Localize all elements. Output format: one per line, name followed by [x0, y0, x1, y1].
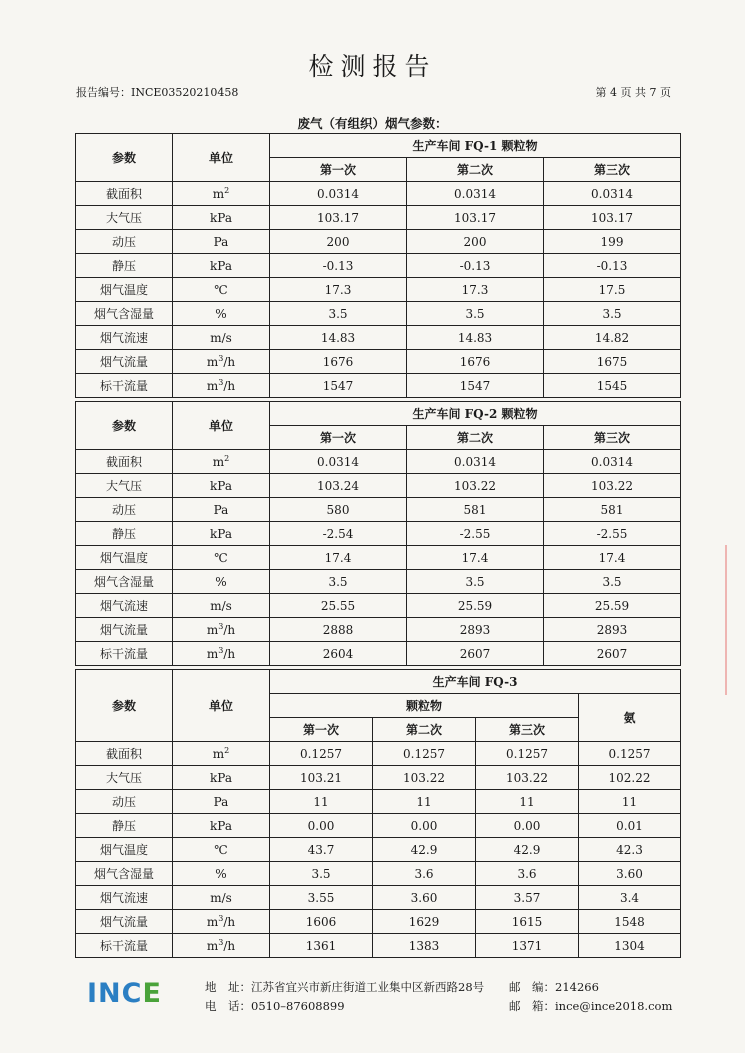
unit-text: m — [206, 646, 219, 661]
unit-text: kPa — [210, 770, 232, 785]
value-cell: 0.0314 — [270, 182, 407, 206]
value-cell: 3.5 — [270, 302, 407, 326]
unit-text: % — [215, 306, 227, 321]
value-cell: 3.5 — [270, 570, 407, 594]
value-cell: 1675 — [544, 350, 681, 374]
unit-superscript: 2 — [224, 453, 230, 463]
table-row — [76, 642, 681, 666]
value-cell: 3.6 — [373, 862, 476, 886]
table-fq3 — [75, 669, 681, 958]
param-cell: 烟气流速 — [76, 886, 173, 910]
value-cell: 103.17 — [270, 206, 407, 230]
unit-suffix: /h — [223, 646, 236, 661]
param-cell: 烟气温度 — [76, 838, 173, 862]
value-cell: 1547 — [270, 374, 407, 398]
unit-cell — [173, 302, 270, 326]
particulate-header: 颗粒物 — [270, 694, 579, 718]
param-header: 参数 — [76, 134, 173, 182]
value-cell: 103.22 — [407, 474, 544, 498]
table-row — [76, 522, 681, 546]
run1-header: 第一次 — [270, 426, 407, 450]
value-cell: 25.59 — [407, 594, 544, 618]
unit-cell — [173, 206, 270, 230]
unit-text: Pa — [213, 794, 229, 809]
unit-cell — [173, 182, 270, 206]
unit-text: % — [215, 866, 227, 881]
value-cell: 17.4 — [270, 546, 407, 570]
table-row — [76, 206, 681, 230]
unit-text: m — [206, 938, 219, 953]
value-cell: 103.22 — [544, 474, 681, 498]
value-cell: 0.01 — [579, 814, 681, 838]
unit-cell — [173, 326, 270, 350]
param-cell: 动压 — [76, 790, 173, 814]
table-row — [76, 254, 681, 278]
value-cell: -2.54 — [270, 522, 407, 546]
value-cell: 3.5 — [544, 302, 681, 326]
param-cell: 烟气流速 — [76, 594, 173, 618]
unit-cell — [173, 910, 270, 934]
source-header: 生产车间 FQ-1 颗粒物 — [270, 134, 681, 158]
value-cell: 14.83 — [270, 326, 407, 350]
unit-cell — [173, 790, 270, 814]
value-cell: 43.7 — [270, 838, 373, 862]
table-row — [76, 182, 681, 206]
value-cell: 103.17 — [407, 206, 544, 230]
value-cell: 11 — [579, 790, 681, 814]
param-cell: 静压 — [76, 254, 173, 278]
param-cell: 烟气含湿量 — [76, 302, 173, 326]
run2-header: 第二次 — [373, 718, 476, 742]
value-cell: 17.4 — [407, 546, 544, 570]
table-row — [76, 570, 681, 594]
value-cell: 0.0314 — [544, 182, 681, 206]
value-cell: 0.00 — [270, 814, 373, 838]
value-cell: 11 — [270, 790, 373, 814]
run2-header: 第二次 — [407, 426, 544, 450]
value-cell: 103.21 — [270, 766, 373, 790]
value-cell: 42.9 — [476, 838, 579, 862]
run3-header: 第三次 — [476, 718, 579, 742]
value-cell: 1545 — [544, 374, 681, 398]
unit-text: m — [206, 914, 219, 929]
unit-cell — [173, 522, 270, 546]
unit-text: Pa — [213, 502, 229, 517]
param-cell: 烟气温度 — [76, 278, 173, 302]
table-row — [76, 498, 681, 522]
table-row — [76, 618, 681, 642]
param-header: 参数 — [76, 670, 173, 742]
param-cell: 静压 — [76, 522, 173, 546]
unit-text: kPa — [210, 210, 232, 225]
value-cell: 0.0314 — [270, 450, 407, 474]
report-title: 检测报告 — [308, 52, 437, 81]
table-row — [76, 766, 681, 790]
value-cell: 1676 — [270, 350, 407, 374]
unit-cell — [173, 862, 270, 886]
unit-text: m — [206, 378, 219, 393]
value-cell: 0.0314 — [544, 450, 681, 474]
value-cell: 42.9 — [373, 838, 476, 862]
unit-cell — [173, 618, 270, 642]
source-header: 生产车间 FQ-2 颗粒物 — [270, 402, 681, 426]
footer — [75, 976, 680, 1016]
value-cell: 1629 — [373, 910, 476, 934]
unit-superscript: 3 — [218, 353, 224, 363]
unit-cell — [173, 766, 270, 790]
unit-text: m — [212, 746, 225, 761]
unit-text: ℃ — [214, 550, 228, 565]
value-cell: 103.24 — [270, 474, 407, 498]
param-header: 参数 — [76, 402, 173, 450]
company-logo — [87, 978, 162, 1009]
value-cell: 3.60 — [579, 862, 681, 886]
value-cell: 1361 — [270, 934, 373, 958]
unit-suffix: /h — [223, 938, 236, 953]
param-cell: 烟气温度 — [76, 546, 173, 570]
param-cell: 烟气流量 — [76, 910, 173, 934]
value-cell: 17.3 — [270, 278, 407, 302]
footer-phone: 电 话：0510–87608899 — [205, 999, 345, 1013]
unit-cell — [173, 742, 270, 766]
table-row — [76, 474, 681, 498]
ammonia-header: 氨 — [579, 694, 681, 742]
value-cell: 2607 — [407, 642, 544, 666]
param-cell: 截面积 — [76, 450, 173, 474]
value-cell: 3.5 — [544, 570, 681, 594]
unit-text: m — [212, 186, 225, 201]
value-cell: -0.13 — [544, 254, 681, 278]
value-cell: 14.82 — [544, 326, 681, 350]
value-cell: 2604 — [270, 642, 407, 666]
unit-cell — [173, 814, 270, 838]
unit-suffix: /h — [223, 378, 236, 393]
unit-cell — [173, 350, 270, 374]
table-row — [76, 326, 681, 350]
value-cell: 17.5 — [544, 278, 681, 302]
unit-text: kPa — [210, 526, 232, 541]
unit-superscript: 3 — [218, 937, 224, 947]
unit-cell — [173, 498, 270, 522]
unit-superscript: 2 — [224, 185, 230, 195]
table-row — [76, 742, 681, 766]
value-cell: 11 — [476, 790, 579, 814]
table-row — [76, 350, 681, 374]
param-cell: 大气压 — [76, 474, 173, 498]
unit-text: m/s — [210, 330, 232, 345]
unit-cell — [173, 594, 270, 618]
run1-header: 第一次 — [270, 158, 407, 182]
unit-text: m — [206, 354, 219, 369]
value-cell: 580 — [270, 498, 407, 522]
value-cell: 2888 — [270, 618, 407, 642]
unit-cell — [173, 934, 270, 958]
value-cell: -0.13 — [270, 254, 407, 278]
unit-text: ℃ — [214, 282, 228, 297]
unit-cell — [173, 642, 270, 666]
value-cell: 1304 — [579, 934, 681, 958]
table-row — [76, 814, 681, 838]
value-cell: 2607 — [544, 642, 681, 666]
param-cell: 标干流量 — [76, 374, 173, 398]
unit-cell — [173, 278, 270, 302]
table-row — [76, 374, 681, 398]
unit-header: 单位 — [173, 402, 270, 450]
unit-text: kPa — [210, 478, 232, 493]
value-cell: 1547 — [407, 374, 544, 398]
value-cell: 0.1257 — [270, 742, 373, 766]
param-cell: 静压 — [76, 814, 173, 838]
value-cell: 3.6 — [476, 862, 579, 886]
unit-superscript: 3 — [218, 621, 224, 631]
param-cell: 大气压 — [76, 766, 173, 790]
table-row — [76, 910, 681, 934]
unit-cell — [173, 546, 270, 570]
footer-address: 地 址：江苏省宜兴市新庄街道工业集中区新西路28号 — [205, 980, 485, 994]
table-row — [76, 546, 681, 570]
value-cell: 3.5 — [407, 302, 544, 326]
unit-text: m — [212, 454, 225, 469]
table-row — [76, 838, 681, 862]
table-fq1 — [75, 133, 681, 398]
footer-email: 邮 箱：ince@ince2018.com — [509, 999, 673, 1013]
param-cell: 标干流量 — [76, 934, 173, 958]
param-cell: 烟气流速 — [76, 326, 173, 350]
value-cell: 200 — [270, 230, 407, 254]
param-cell: 截面积 — [76, 182, 173, 206]
unit-superscript: 2 — [224, 745, 230, 755]
param-cell: 烟气流量 — [76, 618, 173, 642]
unit-text: ℃ — [214, 842, 228, 857]
value-cell: 42.3 — [579, 838, 681, 862]
param-cell: 标干流量 — [76, 642, 173, 666]
logo-text-b: E — [142, 978, 162, 1009]
source-header: 生产车间 FQ-3 — [270, 670, 681, 694]
value-cell: 0.1257 — [579, 742, 681, 766]
table-row — [76, 230, 681, 254]
param-cell: 烟气含湿量 — [76, 570, 173, 594]
unit-cell — [173, 570, 270, 594]
table-row — [76, 934, 681, 958]
value-cell: 1383 — [373, 934, 476, 958]
table-row — [76, 862, 681, 886]
unit-superscript: 3 — [218, 377, 224, 387]
unit-suffix: /h — [223, 622, 236, 637]
unit-cell — [173, 450, 270, 474]
value-cell: 1676 — [407, 350, 544, 374]
run3-header: 第三次 — [544, 426, 681, 450]
value-cell: 3.5 — [270, 862, 373, 886]
run2-header: 第二次 — [407, 158, 544, 182]
value-cell: 11 — [373, 790, 476, 814]
param-cell: 大气压 — [76, 206, 173, 230]
unit-text: Pa — [213, 234, 229, 249]
footer-postcode: 邮 编：214266 — [509, 980, 599, 994]
unit-suffix: /h — [223, 914, 236, 929]
run1-header: 第一次 — [270, 718, 373, 742]
value-cell: 199 — [544, 230, 681, 254]
value-cell: 103.22 — [476, 766, 579, 790]
value-cell: 1548 — [579, 910, 681, 934]
value-cell: -2.55 — [544, 522, 681, 546]
unit-suffix: /h — [223, 354, 236, 369]
value-cell: 581 — [407, 498, 544, 522]
table-row — [76, 302, 681, 326]
param-cell: 烟气含湿量 — [76, 862, 173, 886]
value-cell: -2.55 — [407, 522, 544, 546]
value-cell: 0.0314 — [407, 450, 544, 474]
value-cell: 1606 — [270, 910, 373, 934]
unit-text: m/s — [210, 598, 232, 613]
table-row — [76, 886, 681, 910]
table-fq2 — [75, 401, 681, 666]
unit-cell — [173, 474, 270, 498]
logo-text-a: INC — [87, 978, 143, 1009]
unit-text: % — [215, 574, 227, 589]
param-cell: 截面积 — [76, 742, 173, 766]
value-cell: 3.57 — [476, 886, 579, 910]
unit-cell — [173, 886, 270, 910]
page-info: 第 4 页 共 7 页 — [595, 86, 671, 99]
value-cell: 2893 — [407, 618, 544, 642]
value-cell: -0.13 — [407, 254, 544, 278]
table-row — [76, 450, 681, 474]
unit-header: 单位 — [173, 670, 270, 742]
unit-text: m/s — [210, 890, 232, 905]
unit-superscript: 3 — [218, 913, 224, 923]
value-cell: 14.83 — [407, 326, 544, 350]
value-cell: 3.55 — [270, 886, 373, 910]
unit-text: m — [206, 622, 219, 637]
value-cell: 0.00 — [373, 814, 476, 838]
unit-header: 单位 — [173, 134, 270, 182]
value-cell: 3.60 — [373, 886, 476, 910]
param-cell: 动压 — [76, 230, 173, 254]
value-cell: 17.4 — [544, 546, 681, 570]
value-cell: 0.1257 — [373, 742, 476, 766]
value-cell: 1615 — [476, 910, 579, 934]
param-cell: 动压 — [76, 498, 173, 522]
unit-cell — [173, 230, 270, 254]
value-cell: 17.3 — [407, 278, 544, 302]
value-cell: 1371 — [476, 934, 579, 958]
table-row — [76, 278, 681, 302]
value-cell: 102.22 — [579, 766, 681, 790]
report-number: 报告编号：INCE03520210458 — [76, 86, 239, 99]
value-cell: 581 — [544, 498, 681, 522]
red-stamp-fragment — [725, 545, 745, 695]
unit-cell — [173, 254, 270, 278]
unit-cell — [173, 374, 270, 398]
table-row — [76, 790, 681, 814]
value-cell: 2893 — [544, 618, 681, 642]
value-cell: 0.1257 — [476, 742, 579, 766]
value-cell: 3.5 — [407, 570, 544, 594]
param-cell: 烟气流量 — [76, 350, 173, 374]
section-title: 废气（有组织）烟气参数： — [297, 116, 448, 131]
value-cell: 25.59 — [544, 594, 681, 618]
unit-superscript: 3 — [218, 645, 224, 655]
unit-text: kPa — [210, 258, 232, 273]
value-cell: 0.0314 — [407, 182, 544, 206]
value-cell: 103.17 — [544, 206, 681, 230]
unit-text: kPa — [210, 818, 232, 833]
value-cell: 3.4 — [579, 886, 681, 910]
table-row — [76, 594, 681, 618]
unit-cell — [173, 838, 270, 862]
value-cell: 25.55 — [270, 594, 407, 618]
value-cell: 200 — [407, 230, 544, 254]
value-cell: 0.00 — [476, 814, 579, 838]
value-cell: 103.22 — [373, 766, 476, 790]
run3-header: 第三次 — [544, 158, 681, 182]
